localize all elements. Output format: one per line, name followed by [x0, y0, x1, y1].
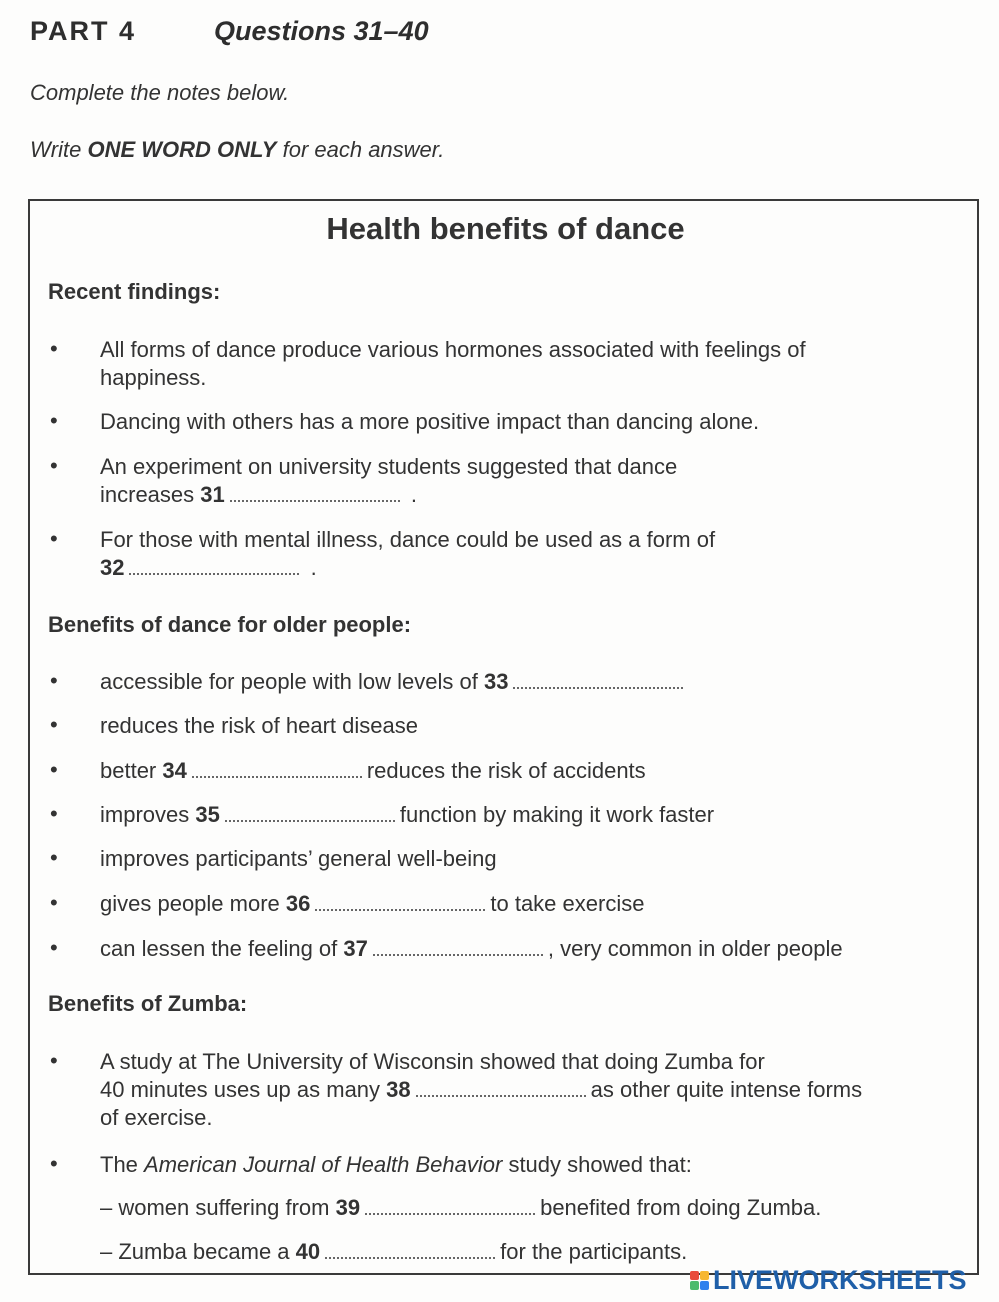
- list-item: improves participants’ general well-being: [100, 846, 497, 871]
- bullet-icon: •: [50, 453, 58, 478]
- bullet-icon: •: [50, 336, 58, 361]
- bullet-icon: •: [50, 845, 58, 870]
- question-number-34: 34: [162, 758, 187, 783]
- list-item: can lessen the feeling of 37 , very common in older people: [100, 936, 843, 961]
- question-number-31: 31: [200, 482, 225, 507]
- section-heading-zumba: Benefits of Zumba:: [48, 991, 248, 1016]
- answer-gap-33[interactable]: [513, 686, 683, 689]
- answer-gap-40[interactable]: [325, 1256, 495, 1259]
- bullet-icon: •: [50, 890, 58, 915]
- answer-gap-36[interactable]: [315, 908, 485, 911]
- bullet-icon: •: [50, 801, 58, 826]
- liveworksheets-icon: [690, 1271, 709, 1290]
- answer-gap-32[interactable]: [129, 572, 299, 575]
- part-label: PART 4: [30, 16, 137, 46]
- list-item: All forms of dance produce various hormones associated with feelings of happiness.: [100, 337, 806, 390]
- bullet-icon: •: [50, 1048, 58, 1073]
- answer-gap-34[interactable]: [192, 775, 362, 778]
- questions-range: Questions 31–40: [214, 16, 429, 46]
- list-item: accessible for people with low levels of 33: [100, 668, 940, 696]
- list-item: improves 35 function by making it work faster: [100, 802, 715, 827]
- liveworksheets-logo: [690, 1262, 967, 1298]
- section-heading-older-people: Benefits of dance for older people:: [48, 612, 412, 637]
- answer-gap-38[interactable]: [416, 1094, 586, 1097]
- instruction-complete: Complete the notes below.: [30, 80, 290, 105]
- sub-item: – women suffering from 39 benefited from doing Zumba.: [100, 1195, 822, 1220]
- list-item: reduces the risk of heart disease: [100, 713, 418, 738]
- section-heading-recent-findings: Recent findings:: [48, 279, 221, 304]
- sub-item: – Zumba became a 40 for the participants.: [100, 1239, 688, 1264]
- bullet-icon: •: [50, 668, 58, 693]
- notes-title: Health benefits of dance: [326, 211, 685, 246]
- answer-gap-35[interactable]: [225, 819, 395, 822]
- answer-gap-39[interactable]: [365, 1212, 535, 1215]
- question-number-38: 38: [386, 1077, 411, 1102]
- answer-gap-31[interactable]: [230, 499, 400, 502]
- list-item: gives people more 36 to take exercise: [100, 891, 645, 916]
- list-item: The American Journal of Health Behavior study showed that:: [100, 1152, 692, 1177]
- bullet-icon: •: [50, 935, 58, 960]
- instruction-word-limit: Write ONE WORD ONLY for each answer.: [30, 137, 445, 162]
- question-number-36: 36: [285, 891, 311, 916]
- list-item: better 34 reduces the risk of accidents: [100, 758, 646, 783]
- bullet-icon: •: [50, 712, 58, 737]
- bullet-icon: •: [50, 757, 58, 782]
- question-number-35: 35: [195, 802, 220, 827]
- list-item: Dancing with others has a more positive impact than dancing alone.: [100, 409, 760, 434]
- bullet-icon: •: [50, 526, 58, 551]
- question-number-37: 37: [343, 936, 368, 961]
- question-number-33: 33: [483, 669, 509, 694]
- liveworksheets-wordmark: LIVEWORKSHEETS: [713, 1264, 967, 1295]
- question-number-32: 32: [100, 555, 125, 580]
- bullet-icon: •: [50, 1151, 58, 1176]
- question-number-40: 40: [295, 1239, 321, 1264]
- list-item: For those with mental illness, dance could be used as a form of 32 .: [100, 527, 716, 580]
- list-item: A study at The University of Wisconsin showed that doing Zumba for 40 minutes uses up as many 38 as other quite intense forms of exercise.: [100, 1049, 863, 1130]
- bullet-icon: •: [50, 408, 58, 433]
- list-item: An experiment on university students suggested that dance increases 31 .: [100, 454, 678, 507]
- question-number-39: 39: [335, 1195, 361, 1220]
- answer-gap-37[interactable]: [373, 953, 543, 956]
